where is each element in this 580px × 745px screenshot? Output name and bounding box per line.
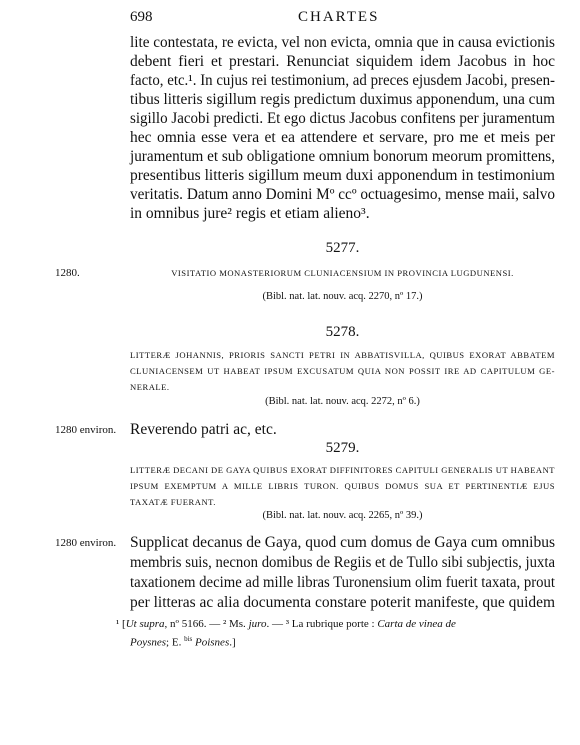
page-number: 698 (130, 9, 153, 25)
text-line: facto, etc.¹. In cujus rei testimonium, ad preces ejusdem Jacobi, presen- (130, 72, 555, 89)
text-line: lite contestata, re evicta, vel non evicta, omnia que in causa evictionis (130, 34, 555, 51)
charter-text-line: membris suis, necnon domibus de Regiis et de Tullo sibi subjectis, juxta (130, 554, 555, 571)
text-line: sigillo Jacobi predicti. Et ego dictus Jacobus confitens per juramentum (130, 110, 555, 127)
charter-title: LITTERÆ DECANI DE GAYA QUIBUS EXORAT DIFFINITORES CAPITULI GENERALIS UT HABEANT (130, 465, 555, 475)
text-line: presentibus litteris sigillum meum duxi apponendum in testimonium (130, 167, 555, 184)
charter-title: LITTERÆ JOHANNIS, PRIORIS SANCTI PETRI IN ABBATISVILLA, QUIBUS EXORAT ABBATEM (130, 350, 555, 360)
margin-date: 1280 environ. (55, 537, 117, 549)
text-line: tibus litteris sigillum regis predictum duximus apponendum, una cum (130, 91, 555, 108)
text-line: in omnibus jure² regis et etiam alieno³. (130, 205, 370, 222)
text-line: juramentum et sub obligatione omnium bonorum meorum promittens, (130, 148, 555, 165)
text-line: hec omnia esse vera et ea attendere et servare, pro me et meis per (130, 129, 555, 146)
charter-title: IPSUM EXEMPTUM A MILLE LIBRIS TURON. QUIBUS DOMUS SUA ET PERTINENTIÆ EJUS (130, 481, 555, 491)
charter-text-line: taxationem decime ad mille libras Turonensium olim fuerit taxata, prout (130, 574, 555, 591)
text-line: veritatis. Datum anno Domini Mº ccº octuagesimo, mense maii, salvo (130, 186, 555, 203)
charter-number: 5277. (325, 240, 360, 256)
running-title: CHARTES (298, 9, 380, 25)
footnote-line: ¹ [Ut supra, nº 5166. — ² Ms. juro. — ³ La rubrique porte : Carta de vinea de (116, 618, 456, 630)
charter-source: (Bibl. nat. lat. nouv. acq. 2272, nº 6.) (265, 396, 420, 407)
charter-source: (Bibl. nat. lat. nouv. acq. 2270, nº 17.) (262, 291, 423, 302)
charter-text-line: per litteras ac alia documenta constare poterit manifeste, que quidem (130, 594, 555, 611)
charter-text-line: Supplicat decanus de Gaya, quod cum domus de Gaya cum omnibus (130, 534, 555, 551)
charter-source: (Bibl. nat. lat. nouv. acq. 2265, nº 39.) (262, 510, 423, 521)
charter-number: 5278. (325, 324, 360, 340)
margin-date: 1280 environ. (55, 424, 117, 436)
charter-title: CLUNIACENSEM UT HABEAT IPSUM EXCUSATUM QUIA NON POSSIT IRE AD CAPITULUM GE- (130, 366, 555, 376)
text-line: debent fieri et prestari. Renunciat siquidem idem Jacobus in hoc (130, 53, 555, 70)
charter-number: 5279. (325, 440, 360, 456)
charter-title: VISITATIO MONASTERIORUM CLUNIACENSIUM IN PROVINCIA LUGDUNENSI. (171, 268, 514, 278)
charter-title: TAXATÆ FUERANT. (130, 497, 216, 507)
charter-title: NERALE. (130, 382, 170, 392)
charter-text: Reverendo patri ac, etc. (130, 421, 277, 438)
margin-date: 1280. (55, 267, 80, 279)
footnote-line: Poysnes; E. $^{bis}$ Poisnes.] (130, 635, 236, 649)
